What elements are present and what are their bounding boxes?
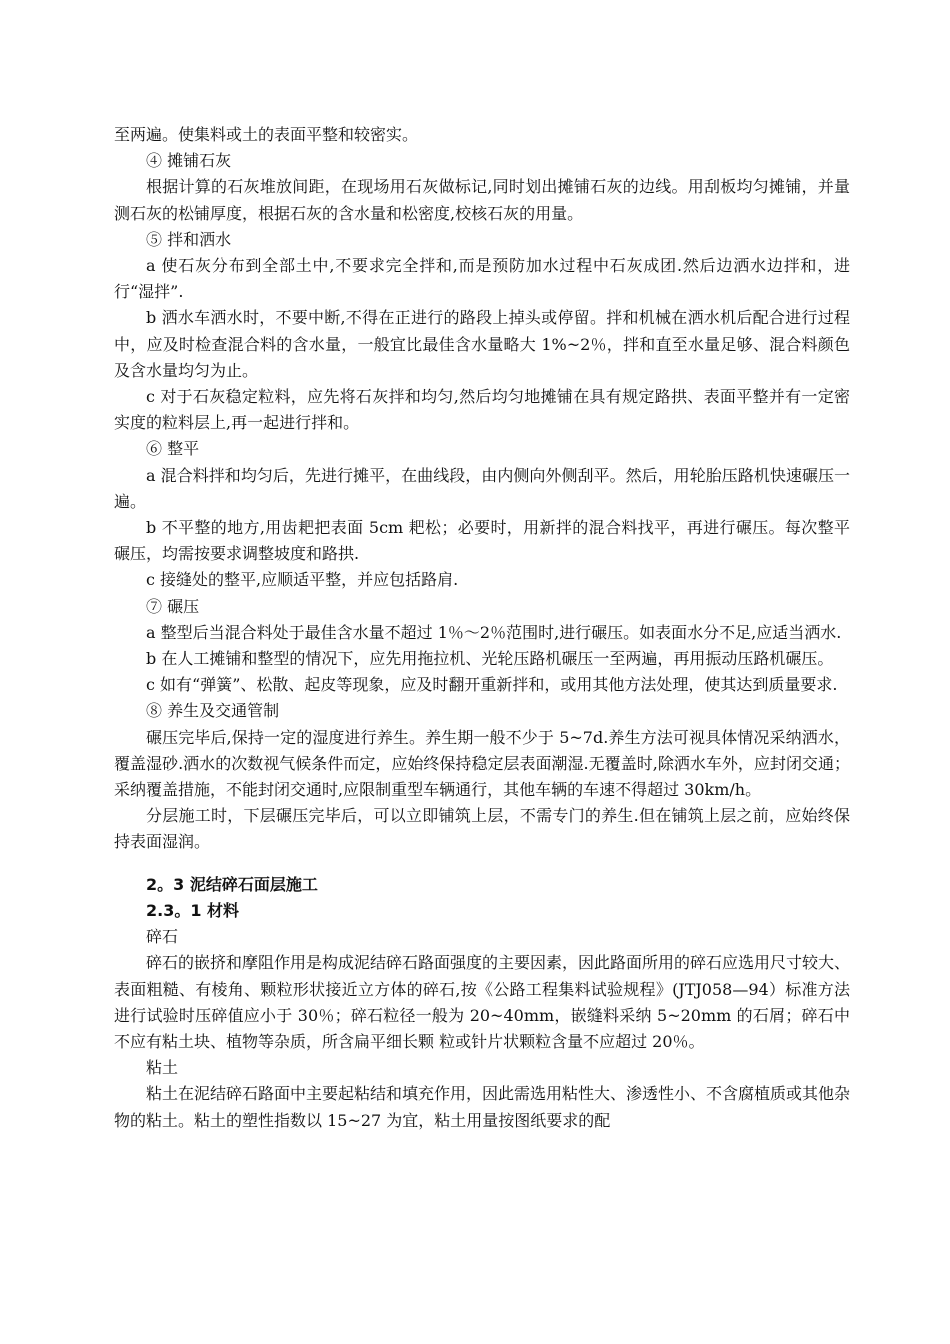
paragraph: 粘土在泥结碎石路面中主要起粘结和填充作用，因此需选用粘性大、渗透性小、不含腐植质或其他杂物的粘土。粘土的塑性指数以 15~27 为宜，粘土用量按图纸要求的配 [114, 1084, 851, 1130]
step-heading: ⑦ 碾压 [146, 596, 200, 616]
paragraph: b 洒水车洒水时，不要中断,不得在正进行的路段上掉头或停留。拌和机械在洒水机后配合进行过程中，应及时检查混合料的含水量，一般宜比最佳含水量略大 1%~2％，拌和直至水量足够、混合料颜色及含水量均匀为止。 [114, 308, 850, 380]
paragraph: a 混合料拌和均匀后，先进行摊平，在曲线段，由内侧向外侧刮平。然后，用轮胎压路机快速碾压一遍。 [114, 465, 850, 511]
paragraph: 分层施工时，下层碾压完毕后，可以立即铺筑上层，不需专门的养生.但在铺筑上层之前，应始终保持表面湿润。 [114, 806, 850, 852]
item-heading: 粘土 [146, 1058, 179, 1078]
subsection-heading: 2.3。1 材料 [146, 900, 240, 920]
paragraph: c 对于石灰稳定粒料，应先将石灰拌和均匀,然后均匀地摊铺在具有规定路拱、表面平整并有一定密实度的粒料层上,再一起进行拌和。 [114, 387, 850, 433]
step-heading: ⑤ 拌和洒水 [146, 229, 232, 249]
paragraph: c 接缝处的整平,应顺适平整，并应包括路肩. [146, 570, 459, 590]
step-heading: ⑥ 整平 [146, 439, 200, 459]
paragraph: a 使石灰分布到全部土中,不要求完全拌和,而是预防加水过程中石灰成团.然后边洒水边拌和，进行“湿拌”. [114, 256, 850, 302]
step-heading: ⑧ 养生及交通管制 [146, 701, 280, 721]
paragraph: a 整型后当混合料处于最佳含水量不超过 1％～2％范围时,进行碾压。如表面水分不足,应适当洒水. [146, 622, 842, 642]
section-heading: 2。3 泥结碎石面层施工 [146, 874, 318, 894]
paragraph: b 不平整的地方,用齿耙把表面 5cm 耙松；必要时，用新拌的混合料找平，再进行碾压。每次整平碾压，均需按要求调整坡度和路拱. [114, 518, 850, 564]
paragraph: 碎石的嵌挤和摩阻作用是构成泥结碎石路面强度的主要因素，因此路面所用的碎石应选用尺寸较大、表面粗糙、有棱角、颗粒形状接近立方体的碎石,按《公路工程集料试验规程》(JTJ058—94）标准方法进行试验时压碎值应小于 30％；碎石粒径一般为 20~40mm，嵌缝料采纳 5~20mm 的石屑；碎石中不应有粘土块、植物等杂质，所含扁平细长颗 粒或针片状颗粒含量不应超过 20％。 [114, 953, 851, 1051]
paragraph: c 如有“弹簧”、松散、起皮等现象，应及时翻开重新拌和，或用其他方法处理，使其达到质量要求. [146, 675, 838, 695]
step-heading: ④ 摊铺石灰 [146, 151, 232, 171]
paragraph: b 在人工摊铺和整型的情况下，应先用拖拉机、光轮压路机碾压一至两遍，再用振动压路机碾压。 [146, 649, 834, 669]
paragraph: 碾压完毕后,保持一定的湿度进行养生。养生期一般不少于 5~7d.养生方法可视具体情况采纳洒水，覆盖湿砂.洒水的次数视气候条件而定，应始终保持稳定层表面潮湿.无覆盖时,除洒水车外，应封闭交通；采纳覆盖措施，不能封闭交通时,应限制重型车辆通行，其他车辆的车速不得超过 30km/h。 [114, 727, 850, 800]
document-page [114, 122, 850, 1134]
paragraph: 至两遍。使集料或土的表面平整和较密实。 [114, 125, 419, 144]
paragraph: 根据计算的石灰堆放间距，在现场用石灰做标记,同时划出摊铺石灰的边线。用刮板均匀摊铺，并量测石灰的松铺厚度，根据石灰的含水量和松密度,校核石灰的用量。 [114, 177, 850, 223]
item-heading: 碎石 [146, 927, 179, 947]
